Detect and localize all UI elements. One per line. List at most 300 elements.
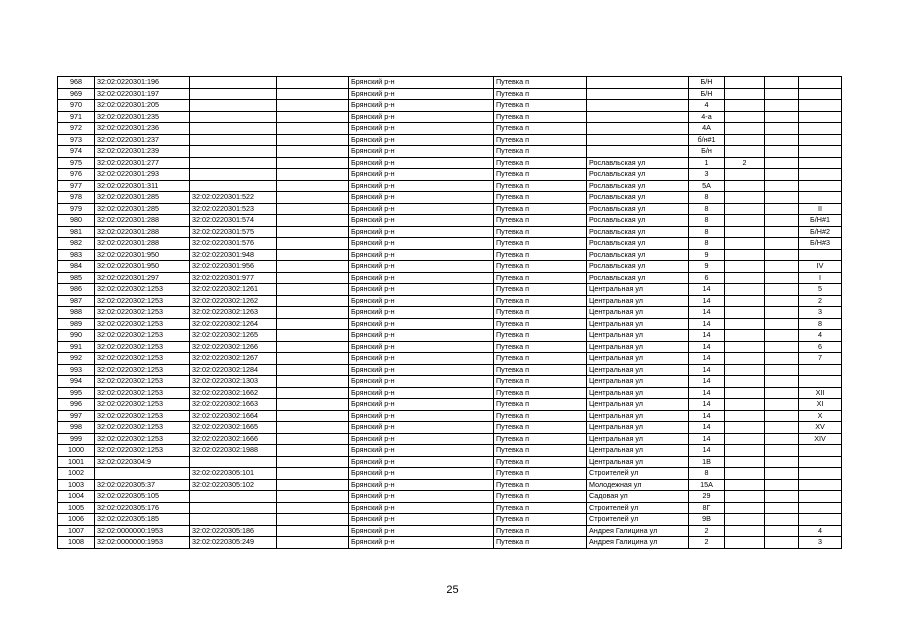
extra-cell	[765, 261, 799, 273]
settlement-cell: Путевка п	[494, 307, 587, 319]
house-number-cell: 2	[689, 537, 725, 549]
building-cell	[725, 410, 765, 422]
extra-cell	[765, 215, 799, 227]
district-cell: Брянский р-н	[349, 226, 494, 238]
street-cell	[587, 134, 689, 146]
house-number-cell: 14	[689, 341, 725, 353]
room-cell: 4	[799, 330, 842, 342]
cadastral-number-cell	[95, 468, 190, 480]
cadastral-number-cell: 32:02:0220301:205	[95, 100, 190, 112]
building-cell	[725, 134, 765, 146]
table-row	[58, 445, 842, 457]
extra-cell	[765, 123, 799, 135]
row-number-cell: 988	[58, 307, 95, 319]
street-cell: Центральная ул	[587, 284, 689, 296]
street-cell: Центральная ул	[587, 376, 689, 388]
house-number-cell: 14	[689, 410, 725, 422]
house-number-cell: 14	[689, 330, 725, 342]
building-cell	[725, 261, 765, 273]
district-cell: Брянский р-н	[349, 537, 494, 549]
cadastral-number-cell: 32:02:0220302:1253	[95, 353, 190, 365]
settlement-cell: Путевка п	[494, 456, 587, 468]
building-cadastral-cell: 32:02:0220302:1264	[190, 318, 277, 330]
house-number-cell: 14	[689, 307, 725, 319]
cadastral-number-cell: 32:02:0220305:105	[95, 491, 190, 503]
room-cell	[799, 445, 842, 457]
empty-cell	[277, 169, 349, 181]
settlement-cell: Путевка п	[494, 341, 587, 353]
table-row	[58, 249, 842, 261]
room-cell: Б/Н#3	[799, 238, 842, 250]
building-cadastral-cell	[190, 134, 277, 146]
room-cell: X	[799, 410, 842, 422]
table-row	[58, 479, 842, 491]
building-cadastral-cell	[190, 180, 277, 192]
building-cadastral-cell: 32:02:0220302:1665	[190, 422, 277, 434]
building-cadastral-cell: 32:02:0220301:522	[190, 192, 277, 204]
empty-cell	[277, 433, 349, 445]
empty-cell	[277, 387, 349, 399]
cadastral-number-cell: 32:02:0220301:239	[95, 146, 190, 158]
house-number-cell: 4-а	[689, 111, 725, 123]
settlement-cell: Путевка п	[494, 387, 587, 399]
row-number-cell: 980	[58, 215, 95, 227]
table-row	[58, 341, 842, 353]
building-cell	[725, 249, 765, 261]
empty-cell	[277, 192, 349, 204]
extra-cell	[765, 249, 799, 261]
building-cadastral-cell	[190, 123, 277, 135]
street-cell: Рославльская ул	[587, 249, 689, 261]
cadastral-number-cell: 32:02:0220301:277	[95, 157, 190, 169]
building-cell	[725, 502, 765, 514]
district-cell: Брянский р-н	[349, 123, 494, 135]
settlement-cell: Путевка п	[494, 238, 587, 250]
table-row	[58, 180, 842, 192]
street-cell: Рославльская ул	[587, 192, 689, 204]
extra-cell	[765, 364, 799, 376]
building-cadastral-cell: 32:02:0220302:1662	[190, 387, 277, 399]
street-cell: Рославльская ул	[587, 272, 689, 284]
building-cadastral-cell: 32:02:0220301:575	[190, 226, 277, 238]
building-cadastral-cell	[190, 514, 277, 526]
room-cell: I	[799, 272, 842, 284]
building-cadastral-cell: 32:02:0220302:1664	[190, 410, 277, 422]
cadastral-number-cell: 32:02:0220301:311	[95, 180, 190, 192]
street-cell: Рославльская ул	[587, 169, 689, 181]
building-cadastral-cell: 32:02:0220302:1666	[190, 433, 277, 445]
building-cell	[725, 468, 765, 480]
street-cell: Строителей ул	[587, 502, 689, 514]
cadastral-number-cell: 32:02:0220302:1253	[95, 445, 190, 457]
street-cell: Садовая ул	[587, 491, 689, 503]
settlement-cell: Путевка п	[494, 479, 587, 491]
table-row	[58, 491, 842, 503]
table-row	[58, 422, 842, 434]
district-cell: Брянский р-н	[349, 307, 494, 319]
building-cell	[725, 491, 765, 503]
room-cell	[799, 514, 842, 526]
room-cell	[799, 491, 842, 503]
building-cell	[725, 272, 765, 284]
table-row	[58, 537, 842, 549]
cadastral-number-cell: 32:02:0220302:1253	[95, 341, 190, 353]
street-cell: Андрея Галицина ул	[587, 525, 689, 537]
extra-cell	[765, 514, 799, 526]
table-row	[58, 330, 842, 342]
empty-cell	[277, 318, 349, 330]
table-row	[58, 77, 842, 89]
house-number-cell: 6	[689, 272, 725, 284]
street-cell	[587, 146, 689, 158]
empty-cell	[277, 203, 349, 215]
building-cell	[725, 111, 765, 123]
extra-cell	[765, 77, 799, 89]
settlement-cell: Путевка п	[494, 445, 587, 457]
house-number-cell: 14	[689, 376, 725, 388]
table-row	[58, 215, 842, 227]
row-number-cell: 986	[58, 284, 95, 296]
building-cadastral-cell: 32:02:0220301:956	[190, 261, 277, 273]
empty-cell	[277, 111, 349, 123]
settlement-cell: Путевка п	[494, 514, 587, 526]
cadastral-number-cell: 32:02:0220301:293	[95, 169, 190, 181]
empty-cell	[277, 295, 349, 307]
house-number-cell: 14	[689, 399, 725, 411]
extra-cell	[765, 100, 799, 112]
empty-cell	[277, 284, 349, 296]
room-cell: IV	[799, 261, 842, 273]
row-number-cell: 991	[58, 341, 95, 353]
building-cadastral-cell	[190, 157, 277, 169]
empty-cell	[277, 134, 349, 146]
street-cell: Рославльская ул	[587, 215, 689, 227]
building-cell	[725, 445, 765, 457]
building-cadastral-cell: 32:02:0220305:249	[190, 537, 277, 549]
building-cadastral-cell	[190, 88, 277, 100]
room-cell	[799, 123, 842, 135]
extra-cell	[765, 537, 799, 549]
row-number-cell: 1001	[58, 456, 95, 468]
district-cell: Брянский р-н	[349, 88, 494, 100]
district-cell: Брянский р-н	[349, 330, 494, 342]
building-cadastral-cell: 32:02:0220302:1284	[190, 364, 277, 376]
row-number-cell: 1002	[58, 468, 95, 480]
settlement-cell: Путевка п	[494, 399, 587, 411]
cadastral-number-cell: 32:02:0220302:1253	[95, 318, 190, 330]
room-cell: 7	[799, 353, 842, 365]
building-cadastral-cell	[190, 146, 277, 158]
building-cell	[725, 341, 765, 353]
district-cell: Брянский р-н	[349, 341, 494, 353]
settlement-cell: Путевка п	[494, 100, 587, 112]
table-row	[58, 295, 842, 307]
empty-cell	[277, 445, 349, 457]
district-cell: Брянский р-н	[349, 77, 494, 89]
district-cell: Брянский р-н	[349, 318, 494, 330]
cadastral-number-cell: 32:02:0220305:37	[95, 479, 190, 491]
district-cell: Брянский р-н	[349, 502, 494, 514]
building-cadastral-cell: 32:02:0220301:574	[190, 215, 277, 227]
settlement-cell: Путевка п	[494, 295, 587, 307]
house-number-cell: 8	[689, 238, 725, 250]
street-cell: Рославльская ул	[587, 203, 689, 215]
street-cell	[587, 88, 689, 100]
row-number-cell: 976	[58, 169, 95, 181]
building-cell	[725, 146, 765, 158]
room-cell: 8	[799, 318, 842, 330]
table-row	[58, 307, 842, 319]
cadastral-number-cell: 32:02:0220302:1253	[95, 433, 190, 445]
house-number-cell: 8	[689, 215, 725, 227]
room-cell	[799, 479, 842, 491]
room-cell	[799, 77, 842, 89]
extra-cell	[765, 318, 799, 330]
empty-cell	[277, 376, 349, 388]
street-cell: Центральная ул	[587, 307, 689, 319]
settlement-cell: Путевка п	[494, 226, 587, 238]
table-row	[58, 353, 842, 365]
house-number-cell: б/н#1	[689, 134, 725, 146]
settlement-cell: Путевка п	[494, 215, 587, 227]
room-cell: 5	[799, 284, 842, 296]
district-cell: Брянский р-н	[349, 272, 494, 284]
building-cadastral-cell	[190, 456, 277, 468]
extra-cell	[765, 307, 799, 319]
cadastral-number-cell: 32:02:0220301:285	[95, 192, 190, 204]
house-number-cell: 4	[689, 100, 725, 112]
district-cell: Брянский р-н	[349, 146, 494, 158]
cadastral-number-cell: 32:02:0220304:9	[95, 456, 190, 468]
room-cell: XIV	[799, 433, 842, 445]
settlement-cell: Путевка п	[494, 77, 587, 89]
cadastral-number-cell: 32:02:0220301:297	[95, 272, 190, 284]
room-cell	[799, 376, 842, 388]
room-cell	[799, 100, 842, 112]
building-cell	[725, 192, 765, 204]
extra-cell	[765, 376, 799, 388]
empty-cell	[277, 525, 349, 537]
empty-cell	[277, 468, 349, 480]
extra-cell	[765, 146, 799, 158]
cadastral-number-cell: 32:02:0220301:285	[95, 203, 190, 215]
settlement-cell: Путевка п	[494, 468, 587, 480]
street-cell	[587, 77, 689, 89]
table-row	[58, 111, 842, 123]
extra-cell	[765, 456, 799, 468]
street-cell: Центральная ул	[587, 364, 689, 376]
street-cell: Центральная ул	[587, 353, 689, 365]
empty-cell	[277, 353, 349, 365]
cadastral-number-cell: 32:02:0220302:1253	[95, 330, 190, 342]
row-number-cell: 969	[58, 88, 95, 100]
room-cell	[799, 157, 842, 169]
building-cell	[725, 364, 765, 376]
street-cell: Центральная ул	[587, 295, 689, 307]
cadastral-table	[57, 76, 842, 549]
district-cell: Брянский р-н	[349, 249, 494, 261]
settlement-cell: Путевка п	[494, 284, 587, 296]
extra-cell	[765, 525, 799, 537]
extra-cell	[765, 226, 799, 238]
building-cell	[725, 376, 765, 388]
cadastral-number-cell: 32:02:0220302:1253	[95, 376, 190, 388]
street-cell: Центральная ул	[587, 422, 689, 434]
building-cadastral-cell: 32:02:0220302:1262	[190, 295, 277, 307]
room-cell: 3	[799, 537, 842, 549]
extra-cell	[765, 88, 799, 100]
district-cell: Брянский р-н	[349, 261, 494, 273]
empty-cell	[277, 399, 349, 411]
house-number-cell: 8	[689, 468, 725, 480]
house-number-cell: 9	[689, 249, 725, 261]
building-cell	[725, 537, 765, 549]
page-number: 25	[446, 584, 459, 596]
street-cell: Центральная ул	[587, 399, 689, 411]
empty-cell	[277, 249, 349, 261]
table-row	[58, 203, 842, 215]
row-number-cell: 990	[58, 330, 95, 342]
building-cadastral-cell: 32:02:0220301:948	[190, 249, 277, 261]
table-row	[58, 238, 842, 250]
row-number-cell: 1008	[58, 537, 95, 549]
cadastral-number-cell: 32:02:0220302:1253	[95, 307, 190, 319]
building-cadastral-cell: 32:02:0220302:1663	[190, 399, 277, 411]
room-cell	[799, 146, 842, 158]
house-number-cell: 1В	[689, 456, 725, 468]
empty-cell	[277, 410, 349, 422]
house-number-cell: 2	[689, 525, 725, 537]
settlement-cell: Путевка п	[494, 192, 587, 204]
building-cell	[725, 514, 765, 526]
district-cell: Брянский р-н	[349, 353, 494, 365]
extra-cell	[765, 295, 799, 307]
district-cell: Брянский р-н	[349, 180, 494, 192]
room-cell	[799, 169, 842, 181]
settlement-cell: Путевка п	[494, 180, 587, 192]
settlement-cell: Путевка п	[494, 330, 587, 342]
house-number-cell: 14	[689, 364, 725, 376]
building-cell	[725, 203, 765, 215]
cadastral-number-cell: 32:02:0220305:185	[95, 514, 190, 526]
settlement-cell: Путевка п	[494, 249, 587, 261]
extra-cell	[765, 468, 799, 480]
building-cadastral-cell: 32:02:0220305:101	[190, 468, 277, 480]
settlement-cell: Путевка п	[494, 353, 587, 365]
empty-cell	[277, 123, 349, 135]
house-number-cell: 4А	[689, 123, 725, 135]
empty-cell	[277, 100, 349, 112]
cadastral-number-cell: 32:02:0000000:1953	[95, 537, 190, 549]
empty-cell	[277, 261, 349, 273]
building-cell	[725, 307, 765, 319]
settlement-cell: Путевка п	[494, 537, 587, 549]
row-number-cell: 1007	[58, 525, 95, 537]
row-number-cell: 993	[58, 364, 95, 376]
building-cadastral-cell: 32:02:0220302:1263	[190, 307, 277, 319]
row-number-cell: 979	[58, 203, 95, 215]
district-cell: Брянский р-н	[349, 157, 494, 169]
row-number-cell: 995	[58, 387, 95, 399]
building-cell	[725, 295, 765, 307]
empty-cell	[277, 514, 349, 526]
settlement-cell: Путевка п	[494, 134, 587, 146]
building-cadastral-cell	[190, 502, 277, 514]
empty-cell	[277, 180, 349, 192]
table-row	[58, 226, 842, 238]
street-cell: Центральная ул	[587, 330, 689, 342]
settlement-cell: Путевка п	[494, 111, 587, 123]
table-row	[58, 410, 842, 422]
extra-cell	[765, 502, 799, 514]
row-number-cell: 973	[58, 134, 95, 146]
building-cadastral-cell	[190, 491, 277, 503]
table-row	[58, 318, 842, 330]
street-cell: Центральная ул	[587, 387, 689, 399]
empty-cell	[277, 479, 349, 491]
settlement-cell: Путевка п	[494, 261, 587, 273]
cadastral-number-cell: 32:02:0220301:950	[95, 261, 190, 273]
district-cell: Брянский р-н	[349, 479, 494, 491]
house-number-cell: 14	[689, 295, 725, 307]
building-cell	[725, 226, 765, 238]
district-cell: Брянский р-н	[349, 295, 494, 307]
extra-cell	[765, 272, 799, 284]
extra-cell	[765, 422, 799, 434]
house-number-cell: 14	[689, 422, 725, 434]
building-cadastral-cell: 32:02:0220302:1267	[190, 353, 277, 365]
row-number-cell: 999	[58, 433, 95, 445]
extra-cell	[765, 134, 799, 146]
house-number-cell: 5А	[689, 180, 725, 192]
building-cadastral-cell: 32:02:0220301:523	[190, 203, 277, 215]
row-number-cell: 975	[58, 157, 95, 169]
street-cell: Рославльская ул	[587, 238, 689, 250]
settlement-cell: Путевка п	[494, 123, 587, 135]
extra-cell	[765, 433, 799, 445]
house-number-cell: 14	[689, 445, 725, 457]
table-row	[58, 100, 842, 112]
room-cell	[799, 88, 842, 100]
settlement-cell: Путевка п	[494, 491, 587, 503]
empty-cell	[277, 146, 349, 158]
district-cell: Брянский р-н	[349, 192, 494, 204]
extra-cell	[765, 353, 799, 365]
table-row	[58, 157, 842, 169]
settlement-cell: Путевка п	[494, 410, 587, 422]
street-cell: Центральная ул	[587, 433, 689, 445]
empty-cell	[277, 238, 349, 250]
row-number-cell: 998	[58, 422, 95, 434]
room-cell: Б/Н#1	[799, 215, 842, 227]
extra-cell	[765, 410, 799, 422]
street-cell: Рославльская ул	[587, 157, 689, 169]
empty-cell	[277, 157, 349, 169]
building-cell	[725, 456, 765, 468]
row-number-cell: 978	[58, 192, 95, 204]
row-number-cell: 977	[58, 180, 95, 192]
empty-cell	[277, 422, 349, 434]
cadastral-number-cell: 32:02:0220302:1253	[95, 422, 190, 434]
row-number-cell: 1003	[58, 479, 95, 491]
building-cadastral-cell: 32:02:0220302:1261	[190, 284, 277, 296]
extra-cell	[765, 157, 799, 169]
extra-cell	[765, 180, 799, 192]
room-cell: II	[799, 203, 842, 215]
empty-cell	[277, 330, 349, 342]
house-number-cell: 14	[689, 284, 725, 296]
row-number-cell: 1006	[58, 514, 95, 526]
